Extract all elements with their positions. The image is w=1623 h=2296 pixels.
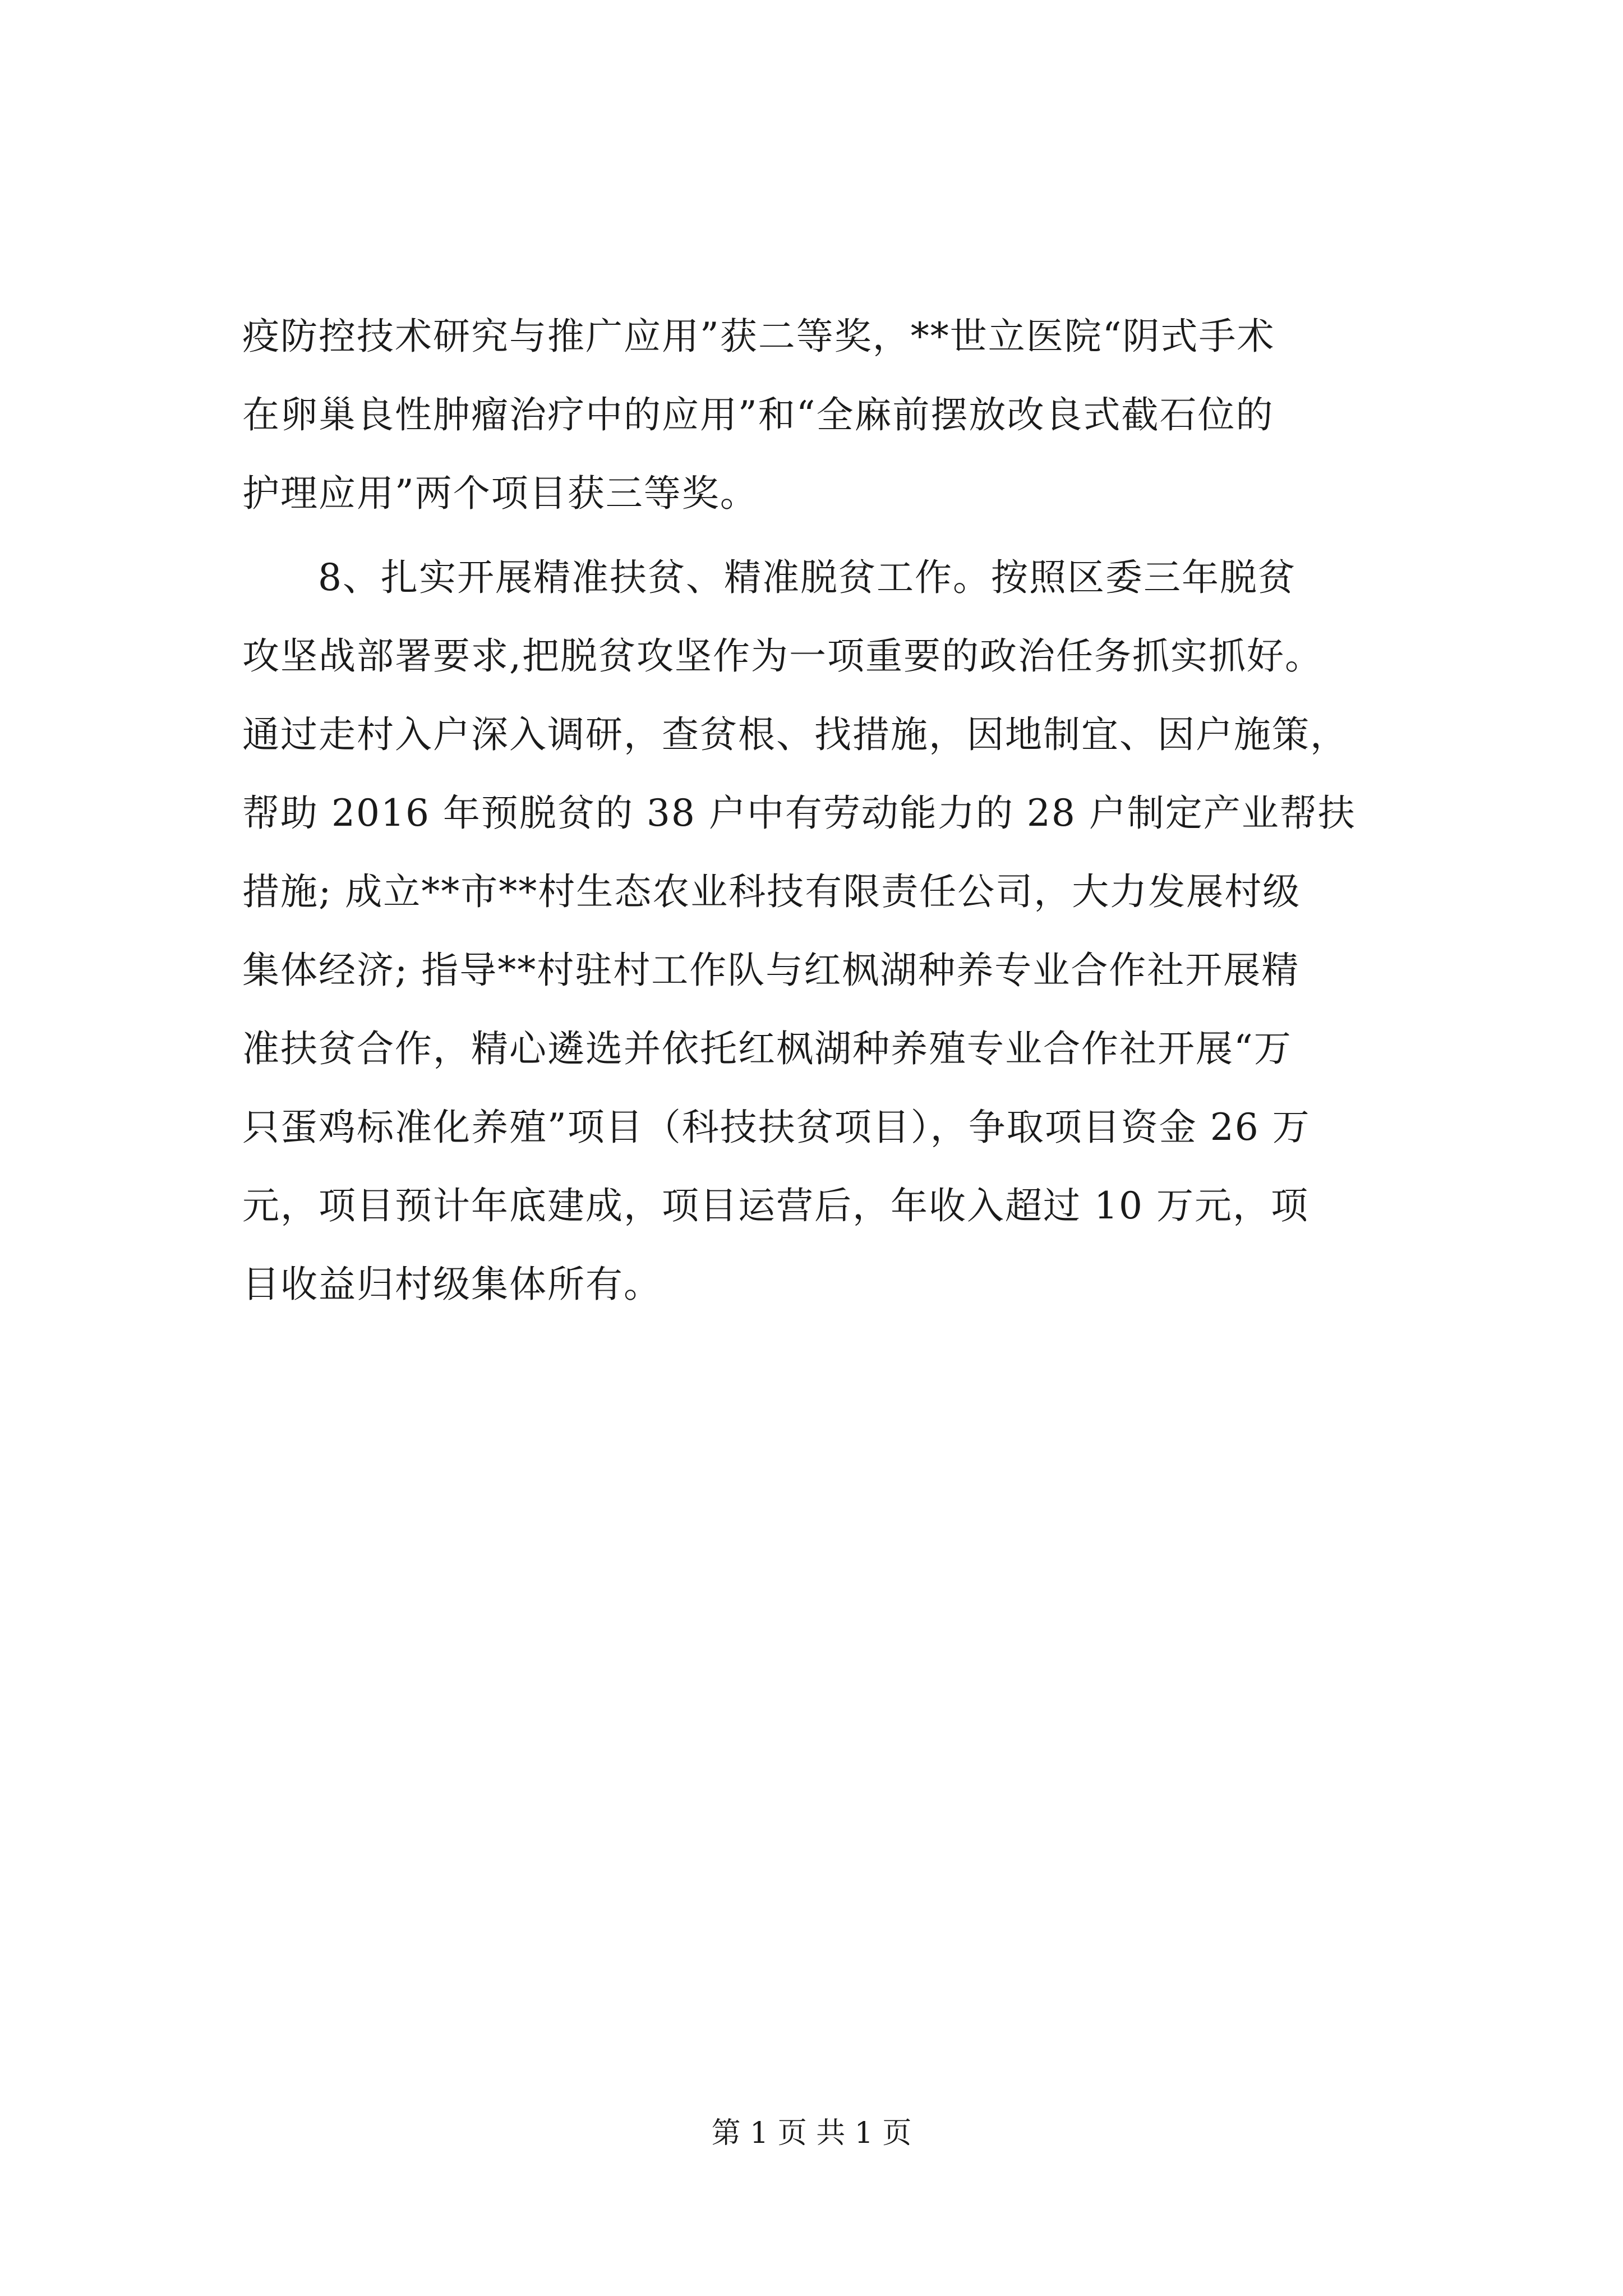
body-text-line: 护理应用”两个项目获三等奖。 [242,472,758,515]
body-text-line: 在卵巢良性肿瘤治疗中的应用”和“全麻前摆放改良式截石位的 [242,393,1274,436]
body-text-line: 疫防控技术研究与推广应用”获二等奖，**世立医院“阴式手术 [242,315,1275,358]
body-text-line: 通过走村入户深入调研，查贫根、找措施，因地制宜、因户施策， [242,713,1348,756]
body-text-line: 目收益归村级集体所有。 [242,1263,662,1306]
page-number-footer: 第 1 页 共 1 页 [711,2116,912,2150]
body-text-line: 帮助 2016 年预脱贫的 38 户中有劳动能力的 28 户制定产业帮扶 [242,792,1356,835]
body-text-line: 只蛋鸡标准化养殖”项目（科技扶贫项目），争取项目资金 26 万 [242,1106,1311,1149]
body-text-line: 准扶贫合作，精心遴选并依托红枫湖种养殖专业合作社开展“万 [242,1027,1292,1070]
body-text-line: 元，项目预计年底建成，项目运营后，年收入超过 10 万元，项 [242,1184,1309,1227]
body-text-line: 集体经济; 指导**村驻村工作队与红枫湖种养专业合作社开展精 [242,949,1300,992]
body-text-line: 措施; 成立**市**村生态农业科技有限责任公司，大力发展村级 [242,870,1301,913]
body-text-line: 攻坚战部署要求,把脱贫攻坚作为一项重要的政治任务抓实抓好。 [242,634,1323,678]
paragraph-first-line: 8、扎实开展精准扶贫、精准脱贫工作。按照区委三年脱贫 [318,556,1296,599]
